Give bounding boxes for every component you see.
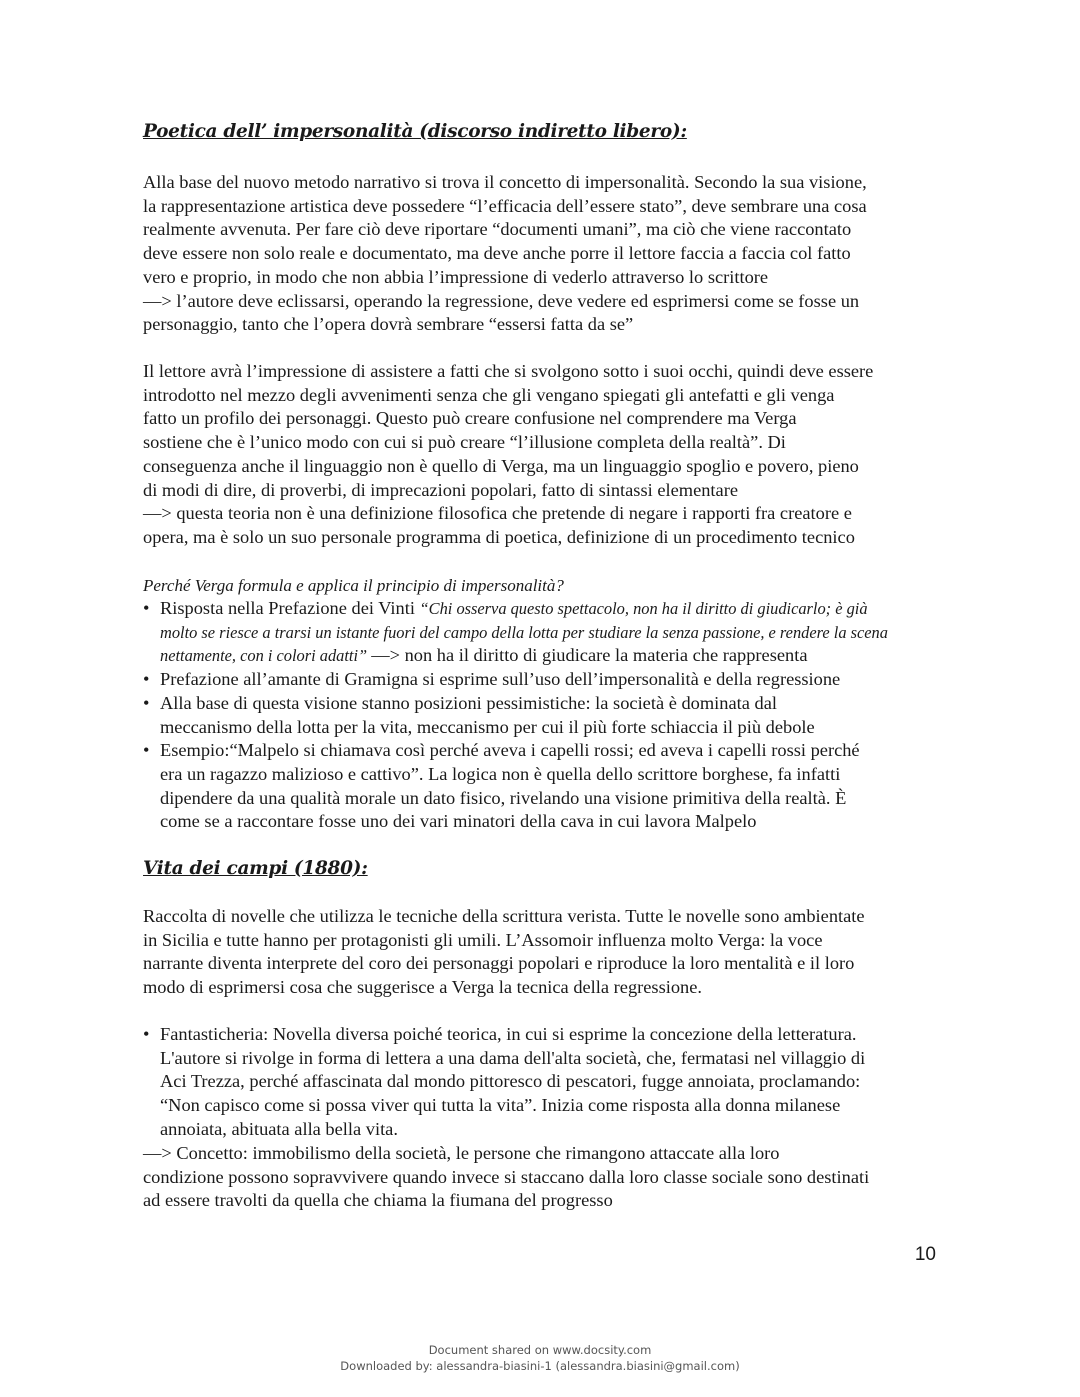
text-line: di modi di dire, di proverbi, di imprecazioni popolari, fatto di sintassi elementare <box>143 479 738 500</box>
text-line: —> Concetto: immobilismo della società, le persone che rimangono attaccate alla loro <box>143 1143 780 1163</box>
bullet-text: come se a raccontare fosse uno dei vari minatori della cava in cui lavora Malpelo <box>160 811 757 832</box>
text-line: realmente avvenuta. Per fare ciò deve riportare “documenti umani”, ma ciò che viene raccontato <box>143 219 852 240</box>
page-number: 10 <box>914 1244 936 1265</box>
bullet-text: “Non capisco come si possa viver qui tutta la vita”. Inizia come risposta alla donna milanese <box>160 1095 841 1116</box>
quote-text: nettamente, con i colori adatti” <box>160 646 372 666</box>
bullet-list-impersonalita <box>143 597 943 834</box>
text-line: Raccolta di novelle che utilizza le tecniche della scrittura verista. Tutte le novelle sono ambientate <box>143 906 865 926</box>
text-line: conseguenza anche il linguaggio non è quello di Verga, ma un linguaggio spoglio e povero, pieno <box>143 455 859 476</box>
text-line: in Sicilia e tutte hanno per protagonisti gli umili. L’Assomoir influenza molto Verga: la voce <box>143 929 823 950</box>
paragraph-impersonalita-2 <box>143 360 943 550</box>
section-heading-vita-dei-campi: Vita dei campi (1880): <box>143 858 368 879</box>
text-line: condizione possono sopravvivere quando invece si staccano dalla loro classe sociale sono destinati <box>143 1166 870 1187</box>
question-heading: Perché Verga formula e applica il principio di impersonalità? <box>143 576 564 595</box>
bullet-text: Prefazione all’amante di Gramigna si esprime sull’uso dell’impersonalità e della regressione <box>160 669 841 690</box>
bullet-text: meccanismo della lotta per la vita, meccanismo per cui il più forte schiaccia il più debole <box>160 716 815 737</box>
list-item <box>143 692 943 739</box>
bullet-icon: • <box>143 1024 150 1044</box>
paragraph-vita-dei-campi-1 <box>143 905 943 1000</box>
bullet-text: L'autore si rivolge in forma di lettera a una dama dell'alta società, che, fermatasi nel villaggio di <box>160 1047 866 1068</box>
bullet-text: era un ragazzo malizioso e cattivo”. La logica non è quella dello scrittore borghese, fa infatti <box>160 763 841 784</box>
bullet-text: Risposta nella Prefazione dei Vinti <box>160 598 420 618</box>
list-item <box>143 1023 943 1142</box>
text-line: —> questa teoria non è una definizione filosofica che pretende di negare i rapporti fra creatore e <box>143 503 852 524</box>
bullet-icon: • <box>143 740 150 761</box>
text-line: Il lettore avrà l’impressione di assistere a fatti che si svolgono sotto i suoi occhi, quindi deve essere <box>143 361 874 381</box>
footer-shared-on: Document shared on www.docsity.com <box>428 1343 652 1357</box>
bullet-text: Esempio:“Malpelo si chiamava così perché aveva i capelli rossi; ed aveva i capelli rossi perché <box>160 740 860 761</box>
list-item <box>143 668 943 692</box>
text-line: fatto un profilo dei personaggi. Questo può creare confusione nel comprendere ma Verga <box>143 408 797 429</box>
text-line: Alla base del nuovo metodo narrativo si trova il concetto di impersonalità. Secondo la sua visione, <box>143 172 867 192</box>
bullet-text: Fantasticheria: Novella diversa poiché teorica, in cui si esprime la concezione della letteratura. <box>160 1024 857 1044</box>
text-line: modo di esprimersi cosa che suggerisce a Verga la tecnica della regressione. <box>143 977 703 998</box>
quote-text: molto se riesce a trarsi un istante fuori del campo della lotta per studiare la senza passione, e rendere la scena <box>160 622 888 642</box>
text-line: ad essere travolti da quella che chiama la fiumana del progresso <box>143 1190 613 1211</box>
text-line: —> l’autore deve eclissarsi, operando la regressione, deve vedere ed esprimersi come se fosse un <box>143 290 860 311</box>
bullet-list-vita-dei-campi <box>143 1023 943 1142</box>
list-item <box>143 597 943 668</box>
paragraph-vita-dei-campi-2 <box>143 1142 943 1213</box>
text-line: vero e proprio, in modo che non abbia l’impressione di vederlo attraverso lo scrittore <box>143 266 769 287</box>
bullet-text: —> non ha il diritto di giudicare la materia che rappresenta <box>371 645 808 666</box>
bullet-icon: • <box>143 669 150 690</box>
text-line: narrante diventa interprete del coro dei personaggi popolari e riproduce la loro mentalità e il loro <box>143 953 855 974</box>
bullet-text: Alla base di questa visione stanno posizioni pessimistiche: la società è dominata dal <box>160 692 777 713</box>
text-line: introdotto nel mezzo degli avvenimenti senza che gli vengano spiegati gli antefatti e gli venga <box>143 384 835 405</box>
text-line: la rappresentazione artistica deve possedere “l’efficacia dell’essere stato”, deve sembrare una cosa <box>143 195 867 216</box>
list-item <box>143 739 943 834</box>
bullet-text: annoiata, abituata alla bella vita. <box>160 1118 398 1139</box>
bullet-icon: • <box>143 598 150 618</box>
text-line: deve essere non solo reale e documentato, ma deve anche porre il lettore faccia a faccia col fatto <box>143 243 851 264</box>
bullet-text: Aci Trezza, perché affascinata dal mondo pittoresco di pescatori, fugge annoiata, proclamando: <box>160 1071 861 1092</box>
text-line: sostiene che è l’unico modo con cui si può creare “l’illusione completa della realtà”. Di <box>143 432 786 453</box>
text-line: opera, ma è solo un suo personale programma di poetica, definizione di un procedimento tecnico <box>143 526 855 547</box>
paragraph-impersonalita-1 <box>143 171 943 337</box>
bullet-icon: • <box>143 692 150 713</box>
quote-text: “Chi osserva questo spettacolo, non ha il diritto di giudicarlo; è già <box>419 599 868 618</box>
bullet-text: dipendere da una qualità morale un dato fisico, rivelando una visione primitiva della realtà. È <box>160 787 847 808</box>
section-heading-impersonalita: Poetica dell’ impersonalità (discorso indiretto libero): <box>143 121 687 142</box>
text-line: personaggio, tanto che l’opera dovrà sembrare “essersi fatta da se” <box>143 314 634 335</box>
footer-downloaded-by: Downloaded by: alessandra-biasini-1 (alessandra.biasini@gmail.com) <box>340 1359 740 1373</box>
